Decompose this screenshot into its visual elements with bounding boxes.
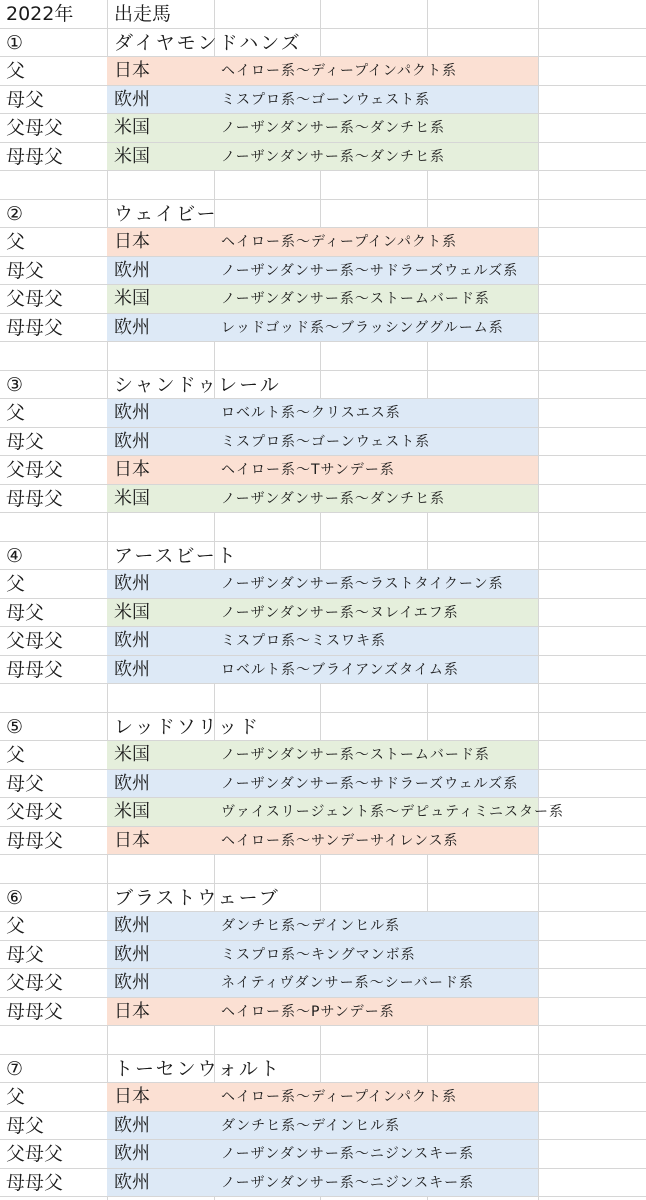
pedigree-label-cell[interactable]: 父母父 <box>6 972 64 994</box>
region-cell[interactable]: 日本 <box>114 231 150 252</box>
horse-number-cell[interactable]: ⑤ <box>6 715 24 738</box>
region-cell[interactable]: 欧州 <box>114 430 150 452</box>
pedigree-label-cell[interactable]: 母母父 <box>6 1000 64 1023</box>
region-cell[interactable]: 欧州 <box>114 915 150 936</box>
pedigree-label-cell[interactable]: 父母父 <box>6 801 64 823</box>
horse-name-cell[interactable]: ブラストウェーブ <box>114 886 280 909</box>
pedigree-label-cell[interactable]: 父 <box>6 744 26 766</box>
pedigree-row[interactable] <box>0 1169 646 1198</box>
lineage-cell[interactable]: ロベルト系〜クリスエス系 <box>221 405 401 421</box>
lineage-cell[interactable]: ヘイロー系〜ディープインパクト系 <box>221 234 457 250</box>
horse-number-cell[interactable]: ④ <box>6 544 24 567</box>
pedigree-label-cell[interactable]: 母父 <box>6 88 45 111</box>
pedigree-row[interactable] <box>0 656 646 685</box>
horse-name-cell[interactable]: ウェイビー <box>114 202 218 225</box>
region-cell[interactable]: 日本 <box>114 829 150 851</box>
region-cell[interactable]: 欧州 <box>114 316 150 338</box>
region-cell[interactable]: 米国 <box>114 117 150 138</box>
pedigree-row[interactable] <box>0 485 646 514</box>
pedigree-label-cell[interactable]: 母父 <box>6 772 45 795</box>
horse-name-cell[interactable]: レッドソリッド <box>114 715 261 738</box>
pedigree-row[interactable] <box>0 998 646 1027</box>
pedigree-label-cell[interactable]: 父母父 <box>6 288 64 310</box>
region-cell[interactable]: 米国 <box>114 288 150 309</box>
lineage-cell[interactable]: ヘイロー系〜Tサンデー系 <box>221 462 395 478</box>
region-cell[interactable]: 欧州 <box>114 259 150 281</box>
header-row[interactable] <box>0 0 646 29</box>
region-cell[interactable]: 米国 <box>114 744 150 765</box>
region-cell[interactable]: 欧州 <box>114 1143 150 1164</box>
region-cell[interactable]: 日本 <box>114 1086 150 1107</box>
pedigree-row[interactable] <box>0 143 646 172</box>
lineage-cell[interactable]: レッドゴッド系〜ブラッシンググルーム系 <box>221 319 504 336</box>
lineage-cell[interactable]: ノーザンダンサー系〜ニジンスキー系 <box>221 1174 475 1191</box>
region-cell[interactable]: 欧州 <box>114 658 150 680</box>
lineage-cell[interactable]: ヴァイスリージェント系〜デピュティミニスター系 <box>221 804 565 820</box>
empty-row[interactable] <box>0 1026 646 1055</box>
empty-row[interactable] <box>0 342 646 371</box>
lineage-cell[interactable]: ノーザンダンサー系〜サドラーズウェルズ系 <box>221 262 519 279</box>
pedigree-row[interactable] <box>0 1112 646 1141</box>
lineage-cell[interactable]: ノーザンダンサー系〜ダンチヒ系 <box>221 148 446 165</box>
lineage-cell[interactable]: ノーザンダンサー系〜ストームバード系 <box>221 747 490 763</box>
region-cell[interactable]: 欧州 <box>114 943 150 965</box>
pedigree-row[interactable] <box>0 57 646 86</box>
pedigree-label-cell[interactable]: 母父 <box>6 1114 45 1137</box>
horse-name-cell[interactable]: トーセンウォルト <box>114 1057 281 1080</box>
pedigree-label-cell[interactable]: 父 <box>6 915 26 937</box>
horse-name-cell[interactable]: ダイヤモンドハンズ <box>114 31 302 54</box>
region-cell[interactable]: 米国 <box>114 487 150 509</box>
pedigree-label-cell[interactable]: 母母父 <box>6 145 64 168</box>
pedigree-label-cell[interactable]: 母父 <box>6 259 45 282</box>
pedigree-label-cell[interactable]: 母母父 <box>6 487 64 510</box>
lineage-cell[interactable]: ミスプロ系〜キングマンボ系 <box>221 946 416 963</box>
pedigree-label-cell[interactable]: 父母父 <box>6 1143 64 1165</box>
horse-title-row[interactable] <box>0 371 646 400</box>
lineage-cell[interactable]: ヘイロー系〜ディープインパクト系 <box>221 1089 457 1105</box>
region-cell[interactable]: 米国 <box>114 145 150 167</box>
pedigree-label-cell[interactable]: 母父 <box>6 943 45 966</box>
pedigree-label-cell[interactable]: 父 <box>6 402 26 424</box>
pedigree-row[interactable] <box>0 285 646 314</box>
year-cell[interactable]: 2022年 <box>6 3 74 25</box>
horse-number-cell[interactable]: ① <box>6 31 24 54</box>
region-cell[interactable]: 日本 <box>114 1000 150 1022</box>
lineage-cell[interactable]: ノーザンダンサー系〜ニジンスキー系 <box>221 1146 475 1162</box>
header-title-cell[interactable]: 出走馬 <box>114 3 172 25</box>
pedigree-row[interactable] <box>0 314 646 343</box>
pedigree-row[interactable] <box>0 741 646 770</box>
lineage-cell[interactable]: ノーザンダンサー系〜ヌレイエフ系 <box>221 604 459 621</box>
pedigree-row[interactable] <box>0 399 646 428</box>
region-cell[interactable]: 欧州 <box>114 772 150 794</box>
lineage-cell[interactable]: ミスプロ系〜ミスワキ系 <box>221 633 386 649</box>
horse-title-row[interactable] <box>0 713 646 742</box>
pedigree-label-cell[interactable]: 母母父 <box>6 316 64 339</box>
horse-name-cell[interactable]: アースビート <box>114 544 238 567</box>
pedigree-row[interactable] <box>0 428 646 457</box>
horse-number-cell[interactable]: ② <box>6 202 24 225</box>
pedigree-label-cell[interactable]: 父 <box>6 573 26 595</box>
pedigree-row[interactable] <box>0 798 646 827</box>
lineage-cell[interactable]: ミスプロ系〜ゴーンウェスト系 <box>221 433 431 450</box>
region-cell[interactable]: 米国 <box>114 601 150 623</box>
pedigree-label-cell[interactable]: 父母父 <box>6 117 64 139</box>
lineage-cell[interactable]: ノーザンダンサー系〜ストームバード系 <box>221 291 490 307</box>
lineage-cell[interactable]: ノーザンダンサー系〜ダンチヒ系 <box>221 490 446 507</box>
horse-title-row[interactable] <box>0 1055 646 1084</box>
pedigree-row[interactable] <box>0 257 646 286</box>
horse-number-cell[interactable]: ③ <box>6 373 24 396</box>
pedigree-label-cell[interactable]: 母母父 <box>6 829 64 852</box>
lineage-cell[interactable]: ダンチヒ系〜デインヒル系 <box>221 918 401 934</box>
empty-row[interactable] <box>0 513 646 542</box>
pedigree-row[interactable] <box>0 770 646 799</box>
lineage-cell[interactable]: ノーザンダンサー系〜サドラーズウェルズ系 <box>221 775 519 792</box>
pedigree-row[interactable] <box>0 827 646 856</box>
region-cell[interactable]: 欧州 <box>114 402 150 423</box>
pedigree-row[interactable] <box>0 912 646 941</box>
lineage-cell[interactable]: ノーザンダンサー系〜ダンチヒ系 <box>221 120 446 136</box>
pedigree-label-cell[interactable]: 父母父 <box>6 459 64 481</box>
pedigree-row[interactable] <box>0 941 646 970</box>
pedigree-label-cell[interactable]: 父母父 <box>6 630 64 652</box>
region-cell[interactable]: 欧州 <box>114 1171 150 1193</box>
empty-row[interactable] <box>0 855 646 884</box>
lineage-cell[interactable]: ミスプロ系〜ゴーンウェスト系 <box>221 91 431 108</box>
horse-title-row[interactable] <box>0 29 646 58</box>
region-cell[interactable]: 米国 <box>114 801 150 822</box>
pedigree-row[interactable] <box>0 570 646 599</box>
region-cell[interactable]: 日本 <box>114 459 150 480</box>
region-cell[interactable]: 日本 <box>114 60 150 81</box>
horse-title-row[interactable] <box>0 200 646 229</box>
lineage-cell[interactable]: ダンチヒ系〜デインヒル系 <box>221 1117 401 1134</box>
pedigree-label-cell[interactable]: 父 <box>6 1086 26 1108</box>
lineage-cell[interactable]: ロベルト系〜ブライアンズタイム系 <box>221 661 459 678</box>
empty-row[interactable] <box>0 684 646 713</box>
pedigree-row[interactable] <box>0 456 646 485</box>
pedigree-row[interactable] <box>0 1083 646 1112</box>
horse-number-cell[interactable]: ⑥ <box>6 886 24 909</box>
lineage-cell[interactable]: ノーザンダンサー系〜ラストタイクーン系 <box>221 576 504 592</box>
pedigree-label-cell[interactable]: 父 <box>6 231 26 253</box>
pedigree-row[interactable] <box>0 114 646 143</box>
horse-title-row[interactable] <box>0 542 646 571</box>
empty-row[interactable] <box>0 171 646 200</box>
pedigree-label-cell[interactable]: 母母父 <box>6 658 64 681</box>
pedigree-row[interactable] <box>0 599 646 628</box>
region-cell[interactable]: 欧州 <box>114 630 150 651</box>
pedigree-row[interactable] <box>0 969 646 998</box>
pedigree-label-cell[interactable]: 父 <box>6 60 26 82</box>
horse-number-cell[interactable]: ⑦ <box>6 1057 24 1080</box>
pedigree-label-cell[interactable]: 母父 <box>6 430 45 453</box>
pedigree-row[interactable] <box>0 228 646 257</box>
horse-title-row[interactable] <box>0 884 646 913</box>
region-cell[interactable]: 欧州 <box>114 972 150 993</box>
pedigree-label-cell[interactable]: 母父 <box>6 601 45 624</box>
lineage-cell[interactable]: ヘイロー系〜サンデーサイレンス系 <box>221 832 459 849</box>
pedigree-row[interactable] <box>0 86 646 115</box>
pedigree-row[interactable] <box>0 1140 646 1169</box>
pedigree-label-cell[interactable]: 母母父 <box>6 1171 64 1194</box>
pedigree-row[interactable] <box>0 627 646 656</box>
region-cell[interactable]: 欧州 <box>114 88 150 110</box>
region-cell[interactable]: 欧州 <box>114 1114 150 1136</box>
lineage-cell[interactable]: ヘイロー系〜Pサンデー系 <box>221 1003 395 1020</box>
lineage-cell[interactable]: ネイティヴダンサー系〜シーバード系 <box>221 975 474 991</box>
lineage-cell[interactable]: ヘイロー系〜ディープインパクト系 <box>221 63 457 79</box>
region-cell[interactable]: 欧州 <box>114 573 150 594</box>
horse-name-cell[interactable]: シャンドゥレール <box>114 373 281 396</box>
